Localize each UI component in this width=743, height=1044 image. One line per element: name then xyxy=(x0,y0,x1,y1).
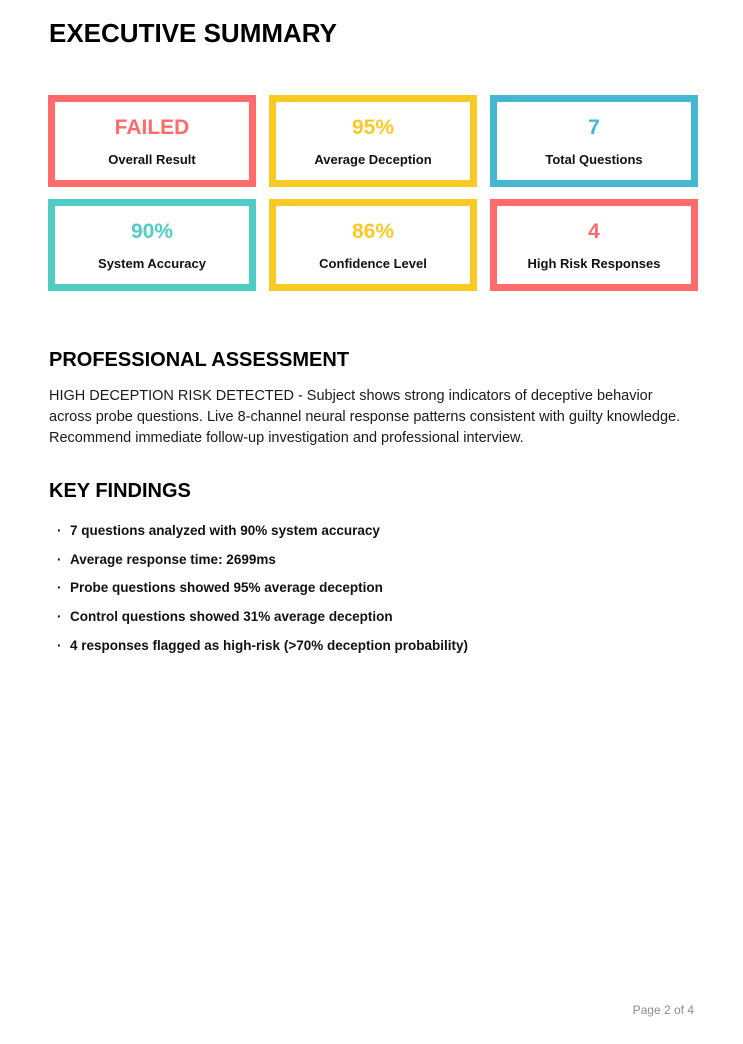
stat-label: Overall Result xyxy=(108,151,196,167)
stat-card-overall-result xyxy=(48,95,256,187)
stat-value: 90% xyxy=(130,219,174,243)
assessment-body-text: HIGH DECEPTION RISK DETECTED - Subject shows strong indicators of deceptive behavior across probe questions. Live 8-channel neural response patterns consistent with guilty knowledge. Recommend immediate follow-up investigation and professional interview. xyxy=(49,388,681,446)
stat-value: 95% xyxy=(351,115,395,139)
summary-card-grid xyxy=(48,95,698,291)
key-finding-item: · 4 responses flagged as high-risk (>70% deception probability) xyxy=(57,632,468,661)
stat-card-average-deception xyxy=(269,95,477,187)
stat-label: Total Questions xyxy=(545,151,643,167)
page-number: Page 2 of 4 xyxy=(632,1003,694,1017)
key-finding-item: · 7 questions analyzed with 90% system accuracy xyxy=(57,517,468,546)
section-heading-key-findings: KEY FINDINGS xyxy=(49,480,191,502)
stat-card-total-questions xyxy=(490,95,698,187)
key-finding-item: · Control questions showed 31% average deception xyxy=(57,603,468,632)
key-findings-list xyxy=(57,517,468,661)
section-heading-professional-assessment: PROFESSIONAL ASSESSMENT xyxy=(49,349,350,371)
page-title: EXECUTIVE SUMMARY xyxy=(49,18,337,48)
stat-value: 4 xyxy=(588,219,600,243)
stat-card-high-risk-responses xyxy=(490,199,698,291)
stat-card-system-accuracy xyxy=(48,199,256,291)
stat-card-confidence-level xyxy=(269,199,477,291)
key-finding-item: · Probe questions showed 95% average deception xyxy=(57,574,468,603)
stat-label: Average Deception xyxy=(314,151,432,167)
key-finding-item: · Average response time: 2699ms xyxy=(57,546,468,575)
stat-value: FAILED xyxy=(114,115,190,139)
stat-value: 86% xyxy=(351,219,395,243)
stat-label: High Risk Responses xyxy=(527,255,661,271)
stat-label: Confidence Level xyxy=(319,255,427,271)
stat-label: System Accuracy xyxy=(98,255,206,271)
stat-value: 7 xyxy=(588,115,600,139)
